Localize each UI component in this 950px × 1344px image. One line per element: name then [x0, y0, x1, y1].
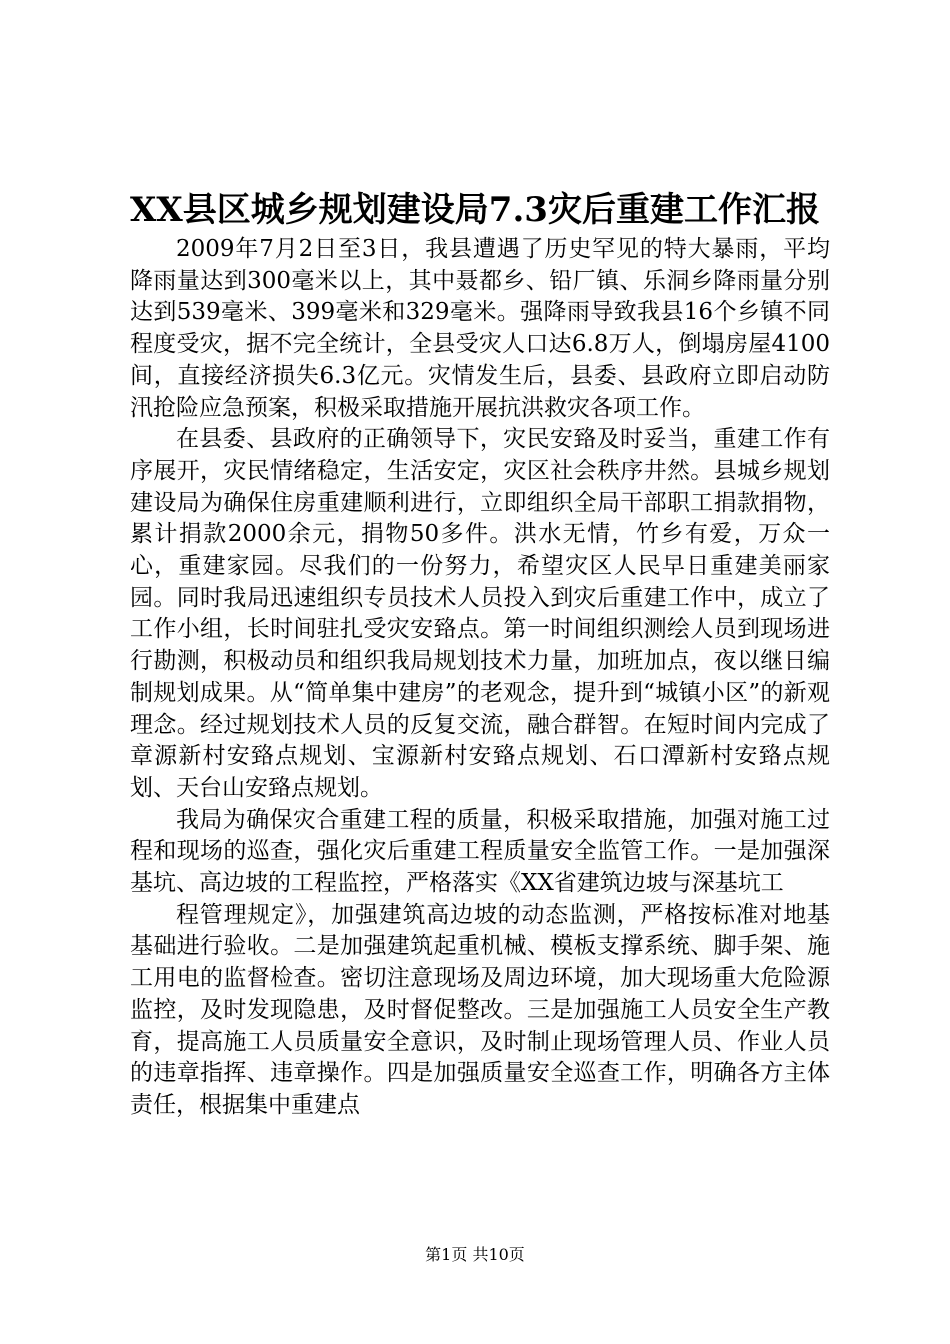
document-title: XX县区城乡规划建设局7.3灾后重建工作汇报 — [130, 190, 820, 230]
document-body — [130, 234, 830, 1122]
page-footer: 第1页 共10页 — [425, 1245, 525, 1264]
paragraph-4: 程管理规定》，加强建筑高边坡的动态监测，严格按标准对地基基础进行验收。二是加强建筑起重机械、模板支撑系统、脚手架、施工用电的监督检查。密切注意现场及周边环境，加大现场重大危险源监控，及时发现隐患，及时督促整改。三是加强施工人员安全生产教育，提高施工人员质量安全意识，及时制止现场管理人员、作业人员的违章指挥、违章操作。四是加强质量安全巡查工作，明确各方主体责任，根据集中重建点 — [130, 901, 830, 1118]
paragraph-3: 我局为确保灾合重建工程的质量，积极采取措施，加强对施工过程和现场的巡查，强化灾后重建工程质量安全监管工作。一是加强深基坑、高边坡的工程监控，严格落实《XX省建筑边坡与深基坑工 — [130, 806, 830, 897]
paragraph-1: 2009年7月2日至3日，我县遭遇了历史罕见的特大暴雨，平均降雨量达到300毫米以上，其中聂都乡、铅厂镇、乐洞乡降雨量分别达到539毫米、399毫米和329毫米。强降雨导致我县16个乡镇不同程度受灾，据不完全统计，全县受灾人口达6.8万人，倒塌房屋4100间，直接经济损失6.3亿元。灾情发生后，县委、县政府立即启动防汛抢险应急预案，积极采取措施开展抗洪救灾各项工作。 — [130, 236, 830, 421]
paragraph-2: 在县委、县政府的正确领导下，灾民安臵及时妥当，重建工作有序展开，灾民情绪稳定，生活安定，灾区社会秩序井然。县城乡规划建设局为确保住房重建顺利进行，立即组织全局干部职工捐款捐物，累计捐款2000余元，捐物50多件。洪水无情，竹乡有爱，万众一心，重建家园。尽我们的一份努力，希望灾区人民早日重建美丽家园。同时我局迅速组织专员技术人员投入到灾后重建工作中，成立了工作小组，长时间驻扎受灾安臵点。第一时间组织测绘人员到现场进行勘测，积极动员和组织我局规划技术力量，加班加点，夜以继日编制规划成果。从“简单集中建房”的老观念，提升到“城镇小区”的新观理念。经过规划技术人员的反复交流，融合群智。在短时间内完成了章源新村安臵点规划、宝源新村安臵点规划、石口潭新村安臵点规划、天台山安臵点规划。 — [130, 426, 830, 801]
